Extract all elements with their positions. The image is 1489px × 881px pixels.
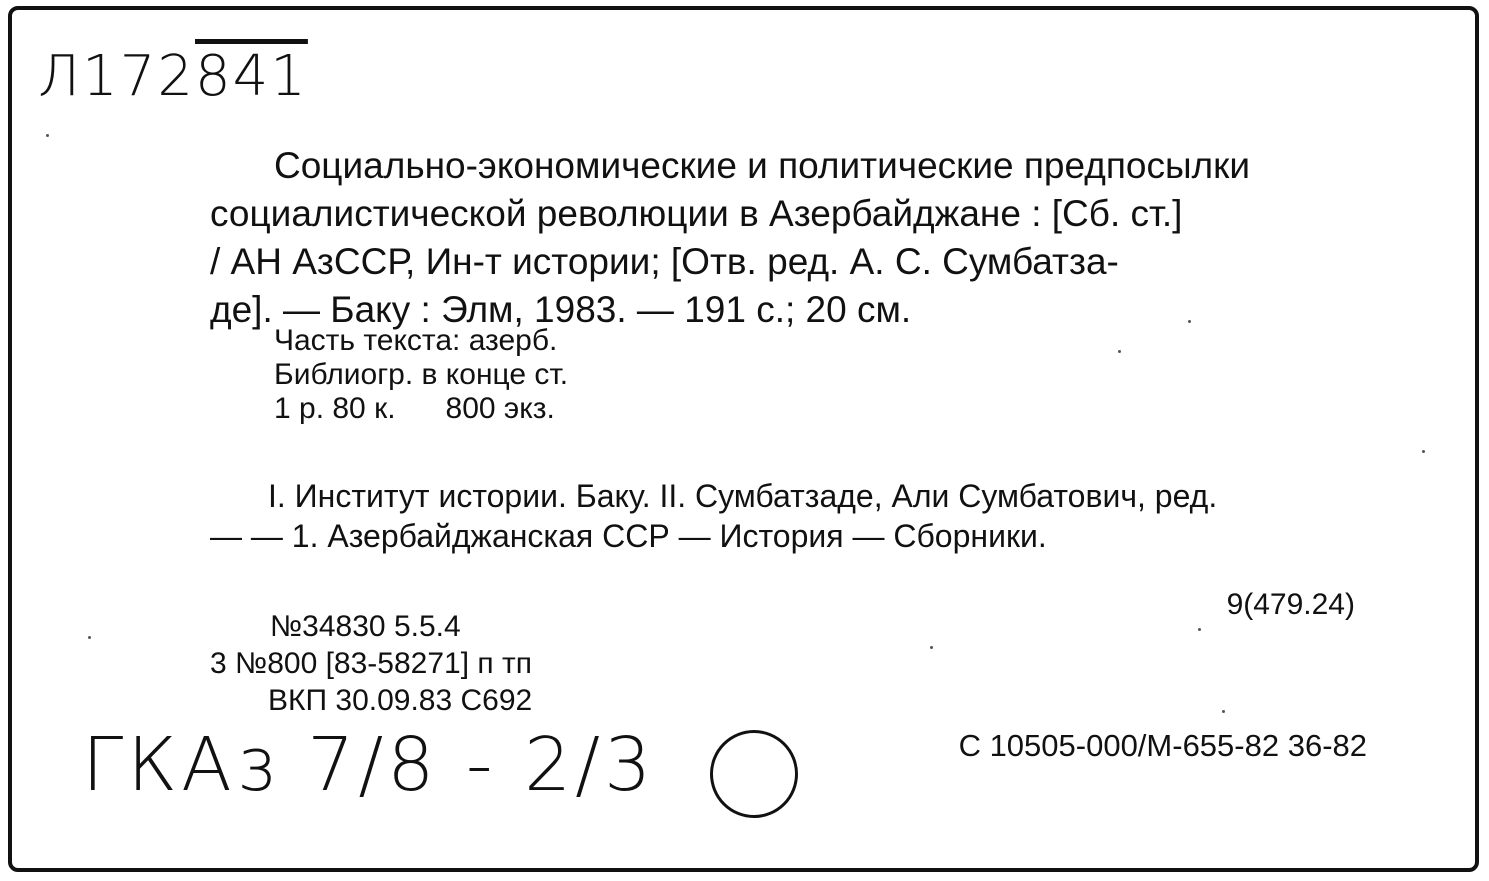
copies: 800 экз. bbox=[445, 392, 555, 425]
handwritten-shelf-mark: ГКАз 7/8 - 2/3 bbox=[82, 722, 656, 808]
speck bbox=[930, 646, 933, 649]
tracing-line: I. Институт истории. Баку. II. Сумбатзаде, Али Сумбатович, ред. bbox=[268, 478, 1218, 514]
speck bbox=[1198, 628, 1201, 631]
bbk-code: С 10505-000/М-655-82 36-82 bbox=[958, 728, 1367, 763]
tracing-line: — — 1. Азербайджанская ССР — История — Сборники. bbox=[210, 518, 1047, 554]
handwritten-call-prefix: Л172 bbox=[38, 44, 195, 109]
price: 1 р. 80 к. bbox=[274, 392, 396, 425]
title-line: Социально-экономические и политические предпосылки bbox=[274, 145, 1250, 186]
tracings-block bbox=[210, 476, 1217, 556]
title-line: де]. — Баку : Элм, 1983. — 191 с.; 20 см. bbox=[210, 289, 912, 330]
notes-block bbox=[274, 324, 568, 426]
code-line: ВКП 30.09.83 С692 bbox=[268, 684, 533, 717]
registration-codes bbox=[210, 608, 532, 719]
handwritten-call-number bbox=[38, 44, 308, 109]
title-line: / АН АзССР, Ин-т истории; [Отв. ред. А. С. Сумбатза- bbox=[210, 241, 1119, 282]
classification-code: 9(479.24) bbox=[1226, 588, 1355, 621]
language-note: Часть текста: азерб. bbox=[274, 324, 558, 357]
speck bbox=[46, 134, 49, 137]
speck bbox=[1222, 710, 1225, 713]
circle-stamp bbox=[710, 730, 798, 818]
price-line bbox=[274, 392, 568, 426]
code-line: 3 №800 [83-58271] п тп bbox=[210, 647, 532, 680]
speck bbox=[1422, 450, 1425, 453]
bibliographic-description bbox=[210, 142, 1380, 334]
catalog-card bbox=[8, 6, 1479, 872]
speck bbox=[88, 636, 91, 639]
bibliography-note: Библиогр. в конце ст. bbox=[274, 358, 569, 391]
title-line: социалистической революции в Азербайджане : [Сб. ст.] bbox=[210, 193, 1183, 234]
speck bbox=[1118, 350, 1121, 353]
handwritten-call-suffix: 841 bbox=[195, 44, 308, 109]
speck bbox=[1188, 320, 1191, 323]
code-line: №34830 5.5.4 bbox=[270, 610, 461, 643]
